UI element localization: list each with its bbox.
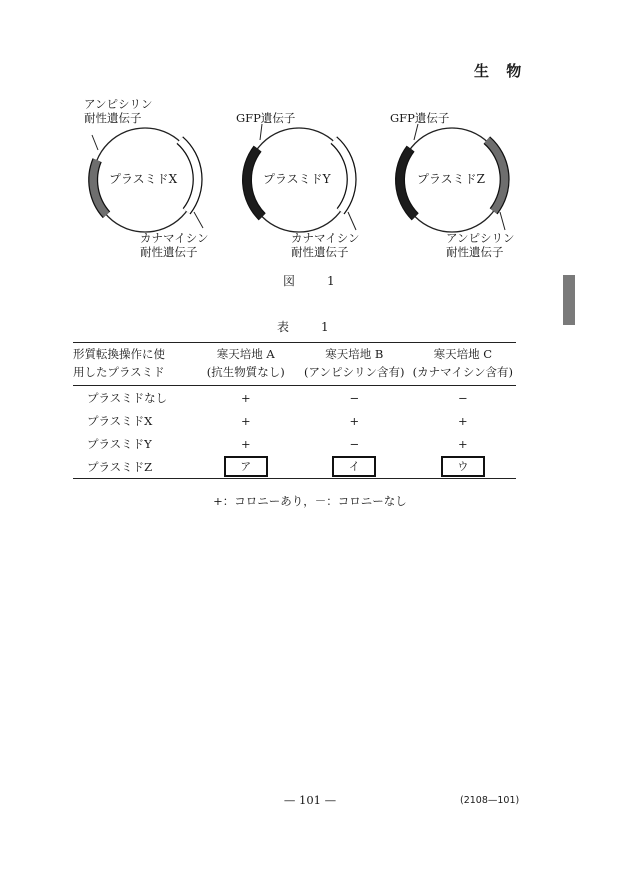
subject-title: 生 物 — [474, 62, 528, 80]
table-cell — [410, 455, 516, 479]
row-label: プラスミドY — [87, 436, 152, 451]
table-cell — [299, 455, 410, 479]
table-legend: +：コロニーあり，－：コロニーなし — [213, 494, 407, 508]
exam-code: (2108—101) — [460, 795, 520, 806]
plasmid-x-top-leader — [92, 135, 98, 150]
plasmid-z-top-leader — [414, 124, 418, 140]
table-cell: − — [458, 390, 468, 405]
table-header-row — [73, 343, 516, 386]
label-line: アンピシリン — [84, 97, 153, 111]
plasmid-x-name: プラスミドX — [109, 172, 178, 186]
plasmid-y-top-label — [236, 111, 295, 125]
table-cell: + — [458, 413, 468, 428]
label-line: GFP遺伝子 — [390, 111, 450, 125]
header-medium-a — [193, 343, 299, 386]
plasmid-z-bottom-label — [446, 231, 515, 259]
header-line: 寒天培地 C — [433, 347, 493, 361]
plasmid-y-name: プラスミドY — [263, 172, 331, 186]
answer-box-a: ア — [224, 456, 268, 477]
label-line: アンピシリン — [446, 231, 515, 245]
header-line: (抗生物質なし) — [206, 365, 285, 379]
plasmid-z-bottom-leader — [500, 212, 505, 230]
page-number: — 101 — — [283, 793, 337, 807]
table-cell: + — [458, 436, 468, 451]
answer-box-i: イ — [332, 456, 376, 477]
header-line: 寒天培地 A — [216, 347, 275, 361]
table-row — [73, 409, 516, 432]
header-medium-b — [299, 343, 410, 386]
header-line: 形質転換操作に使 — [73, 347, 165, 361]
plasmid-z-name: プラスミドZ — [417, 172, 485, 186]
table-cell: − — [349, 436, 360, 451]
plasmid-x-bottom-label — [140, 231, 208, 259]
header-line: 用したプラスミド — [73, 365, 165, 379]
row-label: プラスミドZ — [87, 459, 153, 474]
table-row — [73, 386, 516, 410]
label-line: 耐性遺伝子 — [291, 245, 349, 259]
table-cell — [193, 455, 299, 479]
row-label: プラスミドX — [87, 413, 153, 428]
table-cell: + — [240, 436, 251, 451]
header-plasmid — [73, 343, 193, 386]
plasmid-y-bottom-label — [291, 231, 359, 259]
plasmid-x-bottom-leader — [194, 212, 203, 228]
label-line: 耐性遺伝子 — [140, 245, 198, 259]
results-table — [73, 342, 516, 479]
table-cell: − — [349, 390, 360, 405]
header-medium-c — [410, 343, 516, 386]
plasmid-z-top-label — [390, 111, 449, 125]
header-line: (アンピシリン含有) — [304, 365, 405, 379]
header-line: 寒天培地 B — [325, 347, 384, 361]
plasmid-y-top-leader — [260, 124, 262, 140]
label-line: カナマイシン — [140, 231, 209, 245]
header-line: (カナマイシン含有) — [412, 365, 514, 379]
table-row — [73, 455, 516, 479]
table-caption: 表 1 — [277, 320, 339, 334]
table-cell: + — [349, 413, 360, 428]
row-label: プラスミドなし — [87, 390, 168, 405]
table-cell: + — [240, 390, 251, 405]
plasmid-x-top-label — [84, 97, 153, 125]
figure-caption: 図 1 — [283, 274, 345, 288]
answer-box-u: ウ — [441, 456, 485, 477]
table-row — [73, 432, 516, 455]
label-line: 耐性遺伝子 — [84, 111, 142, 125]
label-line: 耐性遺伝子 — [446, 245, 504, 259]
plasmid-y-bottom-leader — [348, 212, 356, 230]
label-line: GFP遺伝子 — [236, 111, 296, 125]
label-line: カナマイシン — [291, 231, 360, 245]
table-cell: + — [240, 413, 251, 428]
